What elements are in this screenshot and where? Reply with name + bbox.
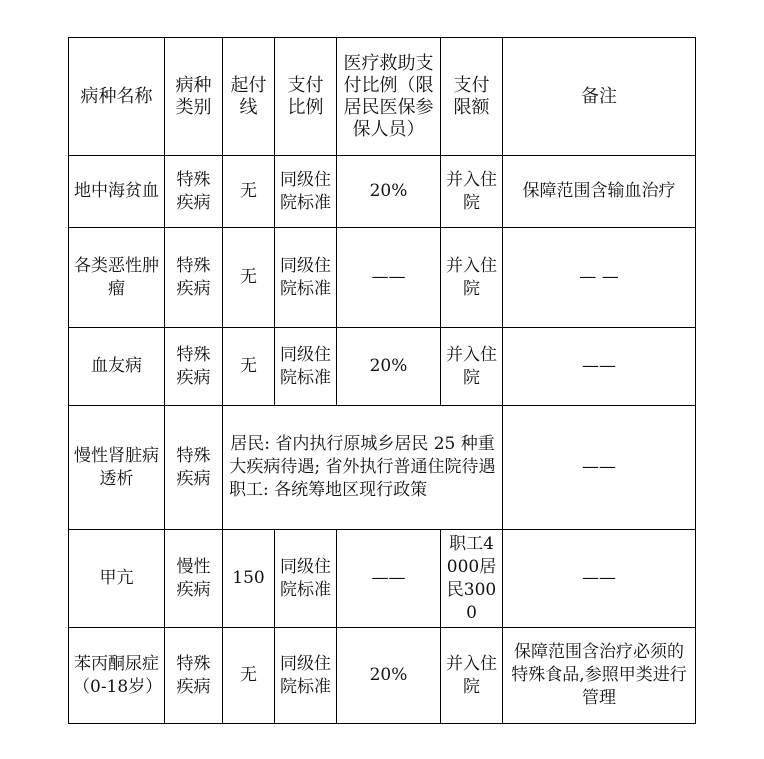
cell-note: —— bbox=[503, 328, 696, 406]
policy-residents: 居民: 省内执行原城乡居民 25 种重大疾病待遇; 省外执行普通住院待遇 bbox=[229, 434, 496, 477]
cell-aid-ratio: 20% bbox=[337, 328, 441, 406]
table-row bbox=[69, 406, 696, 530]
cell-ratio: 同级住院标准 bbox=[275, 156, 337, 228]
cell-threshold: 150 bbox=[223, 530, 275, 628]
header-row bbox=[69, 38, 696, 156]
cell-aid-ratio: —— bbox=[337, 530, 441, 628]
cell-threshold: 无 bbox=[223, 328, 275, 406]
header-name: 病种名称 bbox=[69, 38, 165, 156]
cell-limit: 并入住院 bbox=[441, 328, 503, 406]
header-note: 备注 bbox=[503, 38, 696, 156]
cell-limit: 并入住院 bbox=[441, 628, 503, 724]
cell-name: 苯丙酮尿症（0-18岁） bbox=[69, 628, 165, 724]
cell-note: — — bbox=[503, 228, 696, 328]
cell-name: 各类恶性肿瘤 bbox=[69, 228, 165, 328]
table-row bbox=[69, 328, 696, 406]
cell-limit: 职工4000居民3000 bbox=[441, 530, 503, 628]
cell-limit: 并入住院 bbox=[441, 228, 503, 328]
cell-category: 慢性疾病 bbox=[165, 530, 223, 628]
cell-threshold: 无 bbox=[223, 228, 275, 328]
cell-note: 保障范围含治疗必须的特殊食品,参照甲类进行管理 bbox=[503, 628, 696, 724]
medical-coverage-table bbox=[68, 37, 696, 724]
header-threshold: 起付线 bbox=[223, 38, 275, 156]
cell-note: —— bbox=[503, 406, 696, 530]
cell-ratio: 同级住院标准 bbox=[275, 228, 337, 328]
header-category: 病种类别 bbox=[165, 38, 223, 156]
header-limit: 支付限额 bbox=[441, 38, 503, 156]
cell-name: 地中海贫血 bbox=[69, 156, 165, 228]
cell-category: 特殊疾病 bbox=[165, 228, 223, 328]
cell-category: 特殊疾病 bbox=[165, 156, 223, 228]
cell-aid-ratio: 20% bbox=[337, 156, 441, 228]
cell-merged-policy bbox=[223, 406, 503, 530]
cell-threshold: 无 bbox=[223, 628, 275, 724]
cell-category: 特殊疾病 bbox=[165, 628, 223, 724]
cell-aid-ratio: 20% bbox=[337, 628, 441, 724]
policy-employees: 职工: 各统筹地区现行政策 bbox=[229, 480, 428, 500]
cell-name: 血友病 bbox=[69, 328, 165, 406]
cell-threshold: 无 bbox=[223, 156, 275, 228]
table-row bbox=[69, 228, 696, 328]
cell-name: 慢性肾脏病透析 bbox=[69, 406, 165, 530]
cell-limit: 并入住院 bbox=[441, 156, 503, 228]
cell-note: —— bbox=[503, 530, 696, 628]
cell-name: 甲亢 bbox=[69, 530, 165, 628]
cell-aid-ratio: —— bbox=[337, 228, 441, 328]
table-row bbox=[69, 628, 696, 724]
cell-ratio: 同级住院标准 bbox=[275, 530, 337, 628]
header-aid-ratio: 医疗救助支付比例（限居民医保参保人员） bbox=[337, 38, 441, 156]
cell-note: 保障范围含输血治疗 bbox=[503, 156, 696, 228]
cell-ratio: 同级住院标准 bbox=[275, 328, 337, 406]
header-ratio: 支付比例 bbox=[275, 38, 337, 156]
table-row bbox=[69, 156, 696, 228]
cell-ratio: 同级住院标准 bbox=[275, 628, 337, 724]
cell-category: 特殊疾病 bbox=[165, 406, 223, 530]
table-row bbox=[69, 530, 696, 628]
cell-category: 特殊疾病 bbox=[165, 328, 223, 406]
